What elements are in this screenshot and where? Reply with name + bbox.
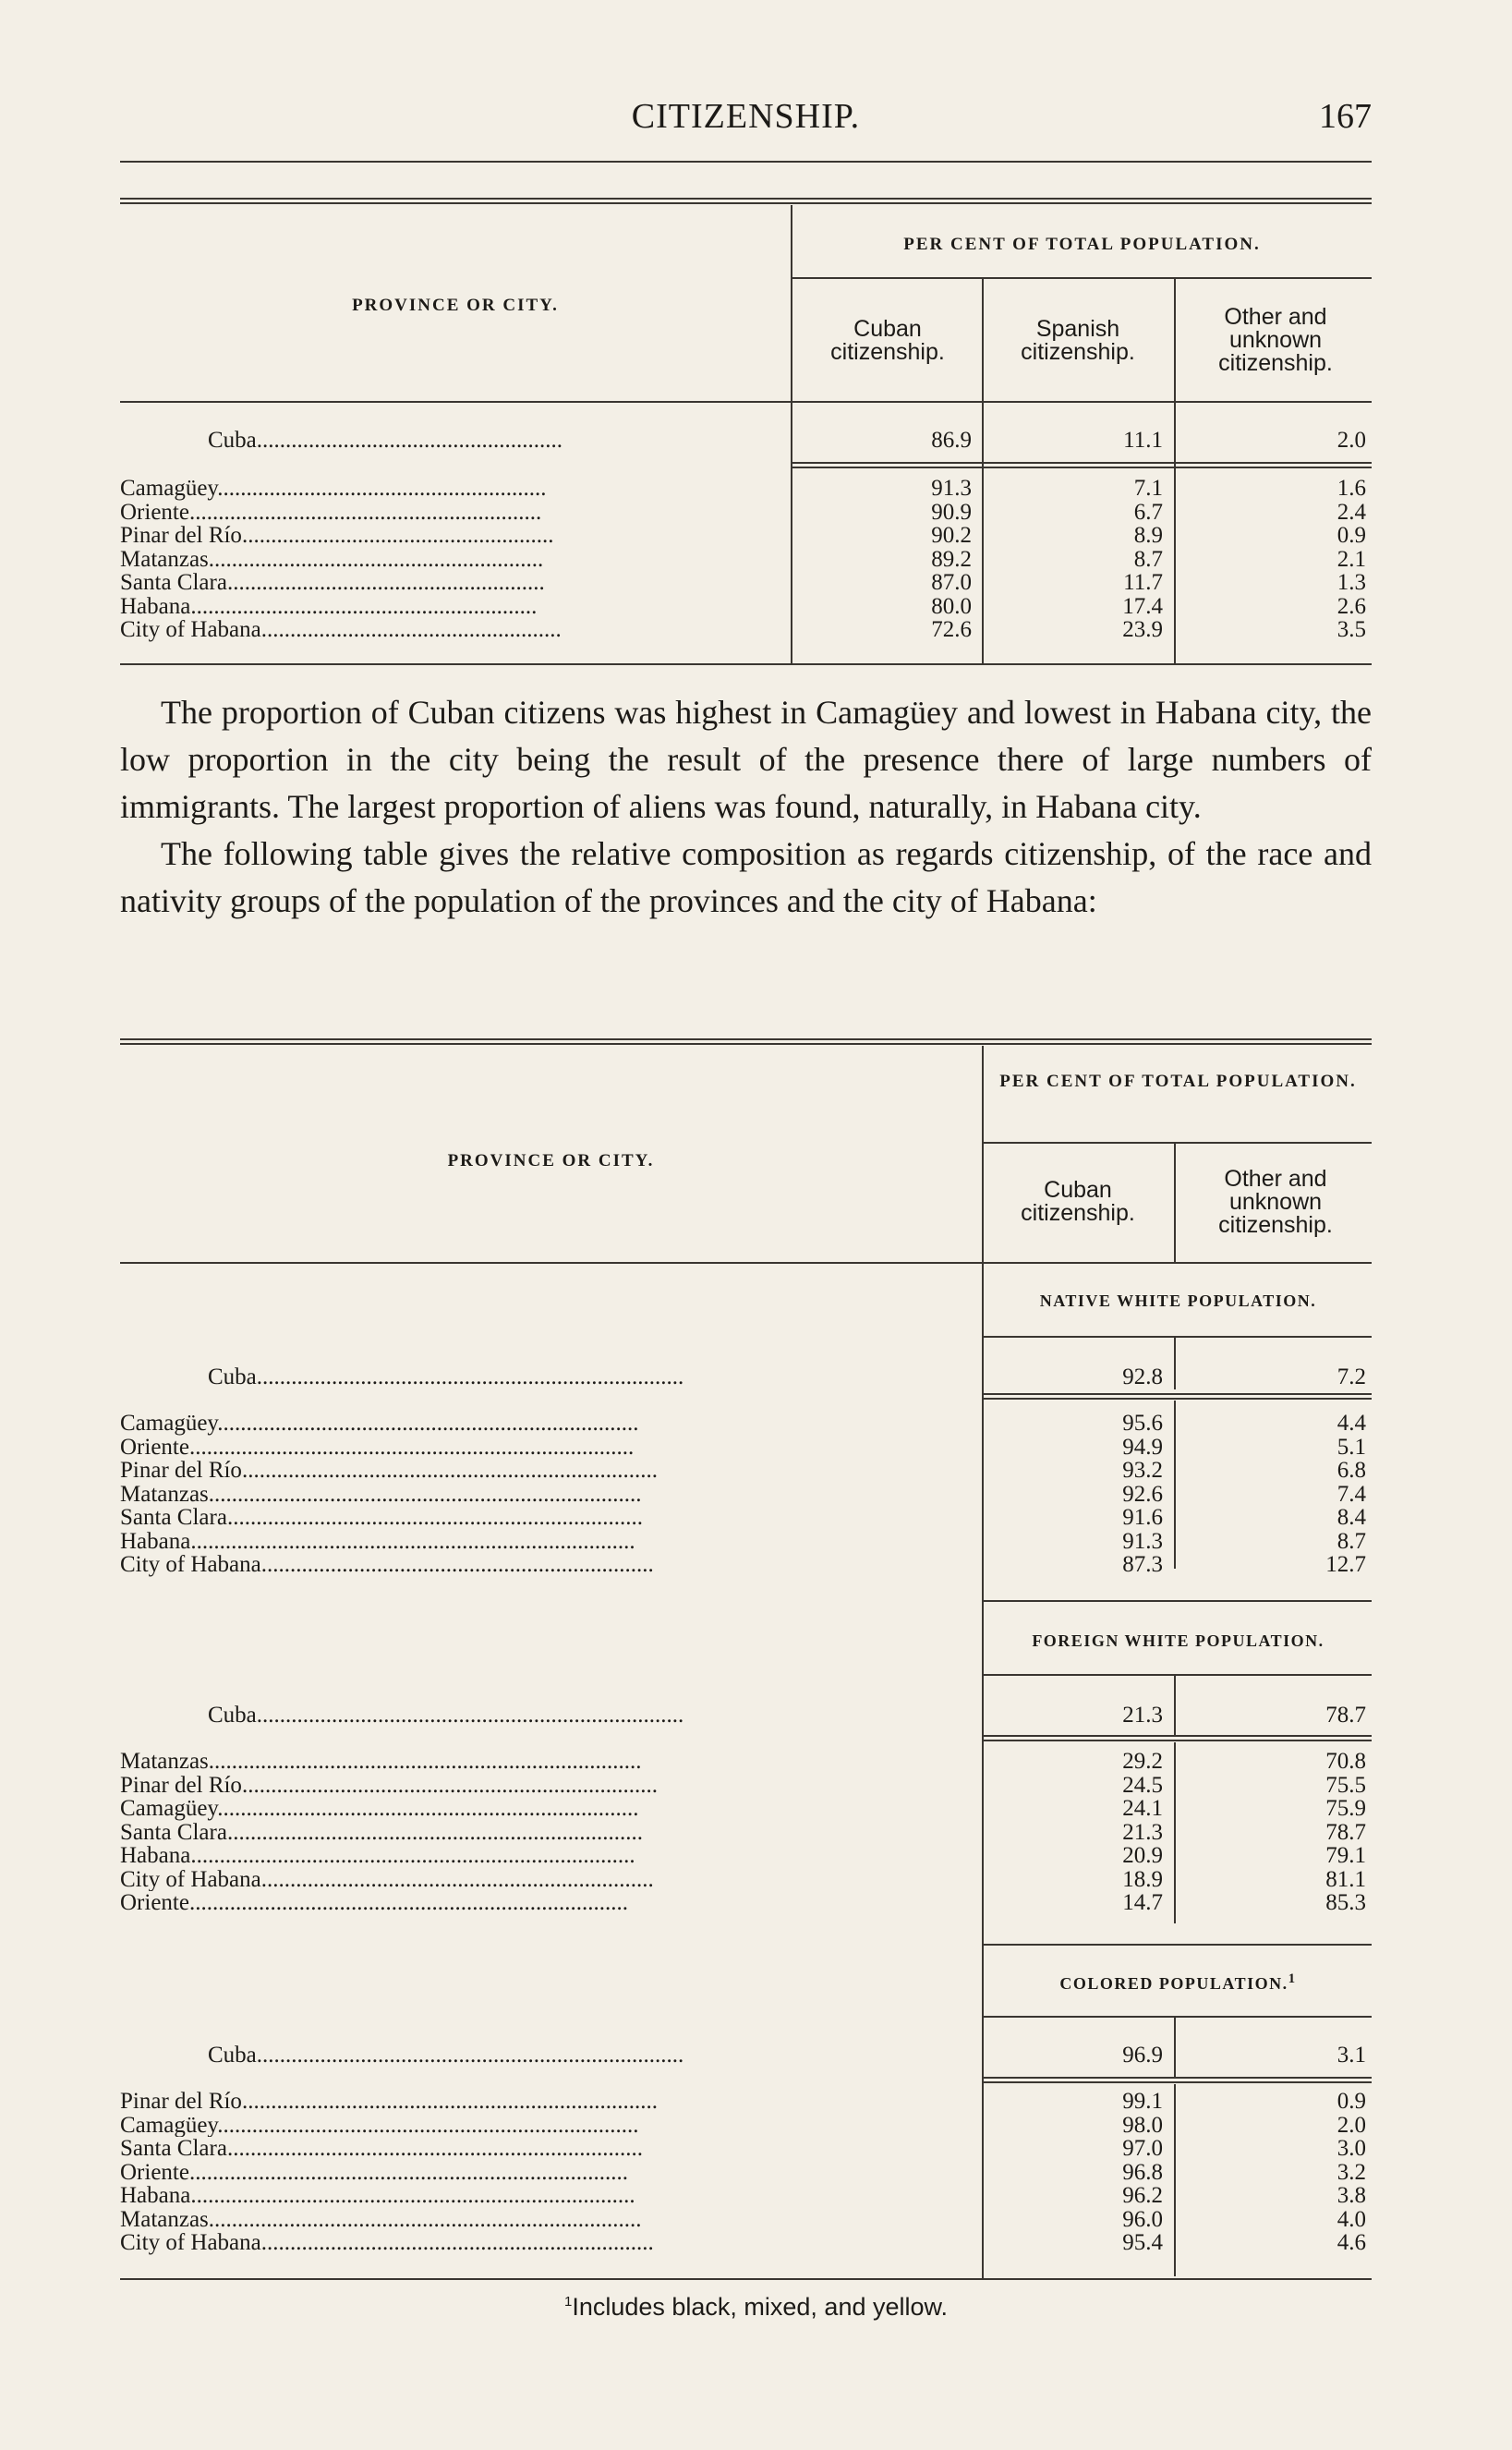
table-row: Camagüey......................................................................... xyxy=(120,1797,639,1821)
cell: 2.4 xyxy=(1337,499,1366,525)
leader-dots: ..................................................... xyxy=(256,429,563,453)
table-row: Santa Clara....................................................... xyxy=(120,571,545,595)
section-title: NATIVE WHITE POPULATION. xyxy=(1039,1292,1317,1310)
row-label: Matanzas xyxy=(120,547,209,571)
cell: 8.7 xyxy=(1133,546,1163,572)
table-top-rule xyxy=(120,198,1372,204)
table-rule xyxy=(982,1393,1372,1400)
row-label: Matanzas xyxy=(120,1482,209,1506)
table-rule xyxy=(120,401,1372,403)
cell: 24.1 xyxy=(1122,1796,1163,1821)
cell: 8.7 xyxy=(1337,1528,1366,1554)
table-row: Camagüey......................................................................... xyxy=(120,1412,639,1436)
row-label: Santa Clara xyxy=(120,571,227,595)
spanish-column xyxy=(982,477,1163,642)
row-label: Cuba xyxy=(208,1704,257,1728)
cell: 4.0 xyxy=(1337,2206,1366,2232)
cell: 1.6 xyxy=(1337,476,1366,501)
table-row: Oriente............................................................................ xyxy=(120,1891,628,1915)
cell: 94.9 xyxy=(1122,1434,1163,1460)
row-label: Santa Clara xyxy=(120,2137,227,2161)
cell: 90.9 xyxy=(931,499,972,525)
row-label: Pinar del Río xyxy=(120,1773,242,1797)
cell: 85.3 xyxy=(1325,1890,1366,1915)
row-labels xyxy=(120,2090,975,2255)
total-other: 78.7 xyxy=(1325,1703,1366,1728)
cell: 6.7 xyxy=(1133,499,1163,525)
table-row: Santa Clara........................................................................ xyxy=(120,1820,643,1844)
column-header: Cuban citizenship. xyxy=(830,316,945,365)
table-row: Pinar del Río........................................................................ xyxy=(120,1459,658,1483)
row-label: Cuba xyxy=(208,2044,257,2068)
row-label: Matanzas xyxy=(120,2207,209,2231)
row-label: Oriente xyxy=(120,2160,189,2184)
table-spanner: PER CENT OF TOTAL POPULATION. xyxy=(999,1072,1357,1091)
cell: 12.7 xyxy=(1325,1552,1366,1577)
table-row: Oriente............................................................. xyxy=(120,500,542,524)
cell: 96.0 xyxy=(1122,2206,1163,2232)
head-rule xyxy=(120,161,1372,163)
footnote-marker: 1 xyxy=(563,2294,573,2310)
table-rule xyxy=(791,462,1372,468)
table-row: Habana............................................................................. xyxy=(120,1529,635,1553)
table-row: Matanzas........................................................................... xyxy=(120,1482,642,1506)
cell: 89.2 xyxy=(931,546,972,572)
table-row: City of Habana.................................................................... xyxy=(120,1867,654,1891)
total-other: 2.0 xyxy=(1337,428,1366,453)
table-rule xyxy=(982,1735,1372,1741)
cell: 87.0 xyxy=(931,570,972,595)
cell: 8.4 xyxy=(1337,1505,1366,1530)
total-row-label: Cuba.......................................................................... xyxy=(208,1704,684,1728)
table-row: Oriente............................................................................ xyxy=(120,2160,628,2184)
running-head xyxy=(120,96,1372,136)
table-row: Camagüey......................................................................... xyxy=(120,2113,639,2137)
row-label: Cuba xyxy=(208,1365,257,1389)
row-label: Santa Clara xyxy=(120,1820,227,1844)
cell: 14.7 xyxy=(1122,1890,1163,1915)
table-row: Oriente............................................................................. xyxy=(120,1435,635,1459)
cell: 24.5 xyxy=(1122,1772,1163,1798)
cell: 3.2 xyxy=(1337,2159,1366,2185)
total-other: 3.1 xyxy=(1337,2043,1366,2068)
table-row: Santa Clara........................................................................ xyxy=(120,1506,643,1530)
column-header: Cuban citizenship. xyxy=(1021,1177,1135,1226)
row-labels xyxy=(120,1412,975,1577)
cell: 7.1 xyxy=(1133,476,1163,501)
cell: 29.2 xyxy=(1122,1749,1163,1774)
cell: 90.2 xyxy=(931,523,972,548)
row-label: Pinar del Río xyxy=(120,524,242,548)
cell: 2.1 xyxy=(1337,546,1366,572)
cell: 21.3 xyxy=(1122,1819,1163,1845)
cell: 7.4 xyxy=(1337,1481,1366,1507)
row-label: Santa Clara xyxy=(120,1506,227,1530)
table-rule xyxy=(982,1336,1372,1338)
row-label: Cuba xyxy=(208,429,257,453)
total-other: 7.2 xyxy=(1337,1364,1366,1389)
cell: 95.4 xyxy=(1122,2230,1163,2255)
cell: 78.7 xyxy=(1325,1819,1366,1845)
cell: 96.2 xyxy=(1122,2183,1163,2208)
table-bottom-rule xyxy=(120,663,1372,665)
row-label: City of Habana xyxy=(120,1867,261,1891)
other-column xyxy=(1174,2090,1366,2255)
cuban-column xyxy=(982,2090,1163,2255)
cell: 8.9 xyxy=(1133,523,1163,548)
cell: 70.8 xyxy=(1325,1749,1366,1774)
table-rule xyxy=(982,1674,1372,1676)
other-column xyxy=(1174,1750,1366,1915)
cell: 2.6 xyxy=(1337,593,1366,619)
cell: 1.3 xyxy=(1337,570,1366,595)
table-row: Pinar del Río........................................................................ xyxy=(120,2090,658,2114)
row-label: Camagüey xyxy=(120,1412,218,1436)
cell: 6.8 xyxy=(1337,1458,1366,1483)
cell: 4.4 xyxy=(1337,1411,1366,1436)
cell: 91.3 xyxy=(1122,1528,1163,1554)
table-row: Matanzas........................................................................... xyxy=(120,1750,642,1774)
row-label: Oriente xyxy=(120,1435,189,1459)
running-title: CITIZENSHIP. xyxy=(631,97,861,136)
row-label: Camagüey xyxy=(120,2113,218,2137)
table-rule xyxy=(120,1262,1372,1264)
table-rule xyxy=(982,1142,1372,1144)
body-text xyxy=(120,689,1372,925)
stub-header: PROVINCE OR CITY. xyxy=(352,296,559,315)
cell: 97.0 xyxy=(1122,2136,1163,2161)
table-row: City of Habana.................................................... xyxy=(120,618,562,642)
section-title: FOREIGN WHITE POPULATION. xyxy=(1032,1631,1325,1650)
cell: 96.8 xyxy=(1122,2159,1163,2185)
table-rule xyxy=(982,1944,1372,1946)
table-rule xyxy=(791,277,1372,279)
cell: 91.3 xyxy=(931,476,972,501)
paragraph: The following table gives the relative composition as regards citizenship, of the race and nativity groups of the population of the provinces and the city of Habana: xyxy=(120,835,1372,919)
row-labels xyxy=(120,477,785,642)
cell: 2.0 xyxy=(1337,2112,1366,2138)
cell: 91.6 xyxy=(1122,1505,1163,1530)
other-column xyxy=(1174,477,1366,642)
total-row-label: Cuba.......................................................................... xyxy=(208,2044,684,2068)
footnote-text: Includes black, mixed, and yellow. xyxy=(572,2293,949,2321)
row-label: Camagüey xyxy=(120,477,218,501)
cell: 95.6 xyxy=(1122,1411,1163,1436)
row-label: Oriente xyxy=(120,500,189,524)
total-cuban: 92.8 xyxy=(1122,1364,1163,1389)
cell: 4.6 xyxy=(1337,2230,1366,2255)
table-top-rule xyxy=(120,1038,1372,1045)
row-label: Matanzas xyxy=(120,1750,209,1774)
table-row: Camagüey......................................................... xyxy=(120,477,547,501)
page-number: 167 xyxy=(1319,97,1372,136)
cell: 72.6 xyxy=(931,617,972,642)
total-cuban: 96.9 xyxy=(1122,2043,1163,2068)
table-bottom-rule xyxy=(120,2278,1372,2280)
row-label: Oriente xyxy=(120,1891,189,1915)
table-rule xyxy=(982,2077,1372,2083)
cell: 80.0 xyxy=(931,593,972,619)
stub-header: PROVINCE OR CITY. xyxy=(447,1151,655,1170)
total-cuban: 86.9 xyxy=(931,428,972,453)
cell: 20.9 xyxy=(1122,1843,1163,1868)
table-row: Pinar del Río...................................................... xyxy=(120,524,554,548)
table-rule xyxy=(982,1600,1372,1602)
row-label: Habana xyxy=(120,594,191,618)
row-label: City of Habana xyxy=(120,2231,261,2255)
cell: 3.5 xyxy=(1337,617,1366,642)
cell: 75.5 xyxy=(1325,1772,1366,1798)
column-header: Spanish citizenship. xyxy=(1021,316,1135,365)
row-label: Pinar del Río xyxy=(120,1459,242,1483)
table-spanner: PER CENT OF TOTAL POPULATION. xyxy=(903,235,1261,254)
cuban-column xyxy=(791,477,972,642)
cell: 75.9 xyxy=(1325,1796,1366,1821)
cell: 79.1 xyxy=(1325,1843,1366,1868)
row-label: Camagüey xyxy=(120,1797,218,1821)
cuban-column xyxy=(982,1750,1163,1915)
row-label: Habana xyxy=(120,1529,191,1553)
table-row: City of Habana.................................................................... xyxy=(120,2231,654,2255)
table-row: City of Habana.................................................................... xyxy=(120,1553,654,1577)
cell: 0.9 xyxy=(1337,2089,1366,2114)
cell: 98.0 xyxy=(1122,2112,1163,2138)
cell: 81.1 xyxy=(1325,1866,1366,1892)
total-cuban: 21.3 xyxy=(1122,1703,1163,1728)
row-label: City of Habana xyxy=(120,1553,261,1577)
cell: 3.0 xyxy=(1337,2136,1366,2161)
table-row: Pinar del Río........................................................................ xyxy=(120,1773,658,1797)
cell: 99.1 xyxy=(1122,2089,1163,2114)
footnote-ref: 1 xyxy=(1288,1971,1297,1986)
total-row-label: Cuba.......................................................................... xyxy=(208,1365,684,1389)
cell: 93.2 xyxy=(1122,1458,1163,1483)
table-row: Habana............................................................ xyxy=(120,594,538,618)
cell: 23.9 xyxy=(1122,617,1163,642)
table-row: Santa Clara........................................................................ xyxy=(120,2137,643,2161)
table-divider xyxy=(1174,1142,1176,1262)
column-header: Other and unknown citizenship. xyxy=(1218,304,1333,376)
cell: 5.1 xyxy=(1337,1434,1366,1460)
cell: 18.9 xyxy=(1122,1866,1163,1892)
cell: 17.4 xyxy=(1122,593,1163,619)
paragraph: The proportion of Cuban citizens was highest in Camagüey and lowest in Habana city, the low proportion in the city being the result of the presence there of large numbers of immigrants. The largest proportion of aliens was found, naturally, in Habana city. xyxy=(120,694,1372,825)
section-title xyxy=(985,1971,1372,1994)
table-row: Habana............................................................................. xyxy=(120,1844,635,1868)
cell: 0.9 xyxy=(1337,523,1366,548)
row-label: Habana xyxy=(120,1844,191,1868)
row-label: City of Habana xyxy=(120,618,261,642)
row-labels xyxy=(120,1750,975,1915)
table-row: Matanzas........................................................................... xyxy=(120,2207,642,2231)
section-title-text: COLORED POPULATION. xyxy=(1059,1974,1288,1993)
table-rule xyxy=(982,2016,1372,2018)
table-row: Matanzas.......................................................... xyxy=(120,547,544,571)
cell: 92.6 xyxy=(1122,1481,1163,1507)
cell: 11.7 xyxy=(1123,570,1163,595)
total-row-label xyxy=(208,429,780,453)
other-column xyxy=(1174,1412,1366,1577)
row-label: Habana xyxy=(120,2184,191,2208)
row-label: Pinar del Río xyxy=(120,2090,242,2114)
footnote xyxy=(0,2293,1512,2322)
column-header: Other and unknown citizenship. xyxy=(1218,1166,1333,1238)
table-row: Habana............................................................................. xyxy=(120,2184,635,2208)
total-spanish: 11.1 xyxy=(1123,428,1163,453)
cell: 87.3 xyxy=(1122,1552,1163,1577)
cell: 3.8 xyxy=(1337,2183,1366,2208)
cuban-column xyxy=(982,1412,1163,1577)
